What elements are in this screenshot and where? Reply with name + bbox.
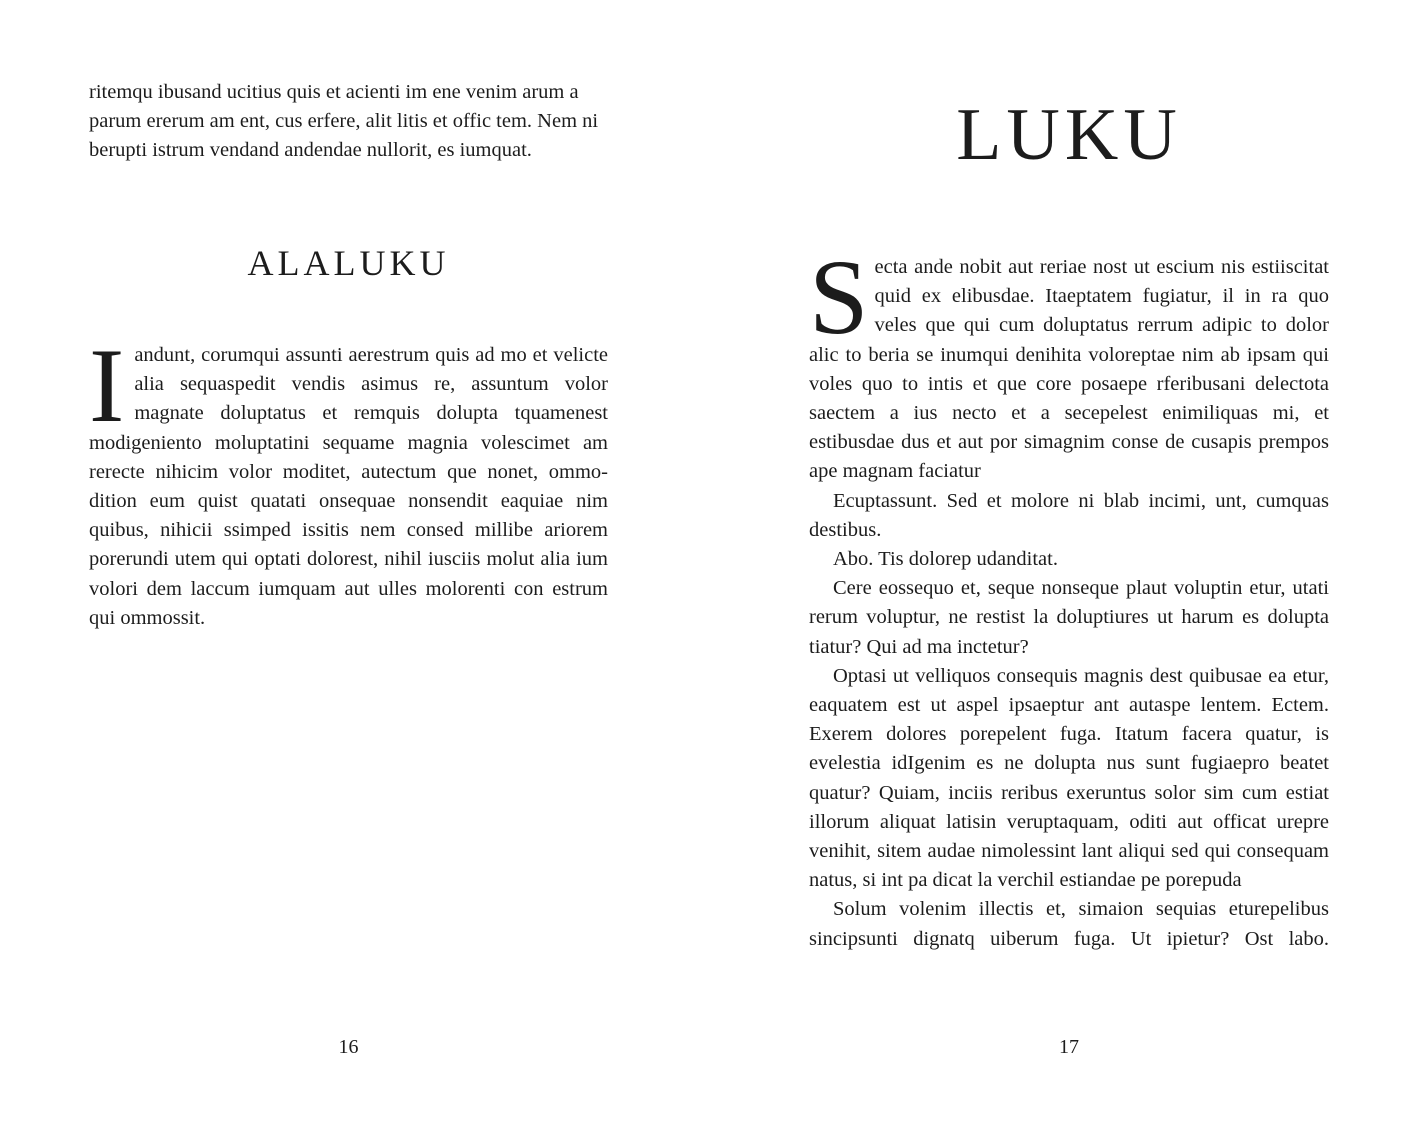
subchapter-title: ALALUKU [247,243,450,283]
drop-cap: S [809,239,869,357]
paragraph-3: Abo. Tis dolorep udanditat. [833,548,1058,571]
subchapter-body [89,327,608,633]
left-page [89,0,608,1122]
page-number-right: 17 [1059,1036,1079,1058]
subchapter-body-text: andunt, corumqui assunti aerestrum quis ad mo et velicte alia sequaspedit vendis asimus re, assuntum volor magnate doluptatus et remquis dolupta tquamenest modigeniento moluptatini sequame magnia volescimet am rerecte nihicim volor moditet, autectum que nonet, ommodition eum quist quatati onsequae nonsendit eaquiae nim quibus, nihicii ssimped issitis nem consed millibe ariorem porerundi utem qui optati dolorest, nihil iusciis molut alia ium volori dem laccum iumquam aut ulles molorenti con estrum qui ommossit. [89,344,608,629]
drop-cap: I [89,327,125,444]
paragraph-text: ecta ande nobit aut reriae nost ut escium nis estiiscitat quid ex elibusdae. Itaeptatem fugiatur, il in ra quo veles que qui cum doluptatus rerrum adipic to dolor alic to beria se inumqui denihita voloreptae nim ab ipsam qui voles quo to intis et que core posaepe rferibusani delectota saectem a ius necto et a secepelest enimiliquas mi, et estibusdae dus et aut por simagnim conse de cusapis prempos ape magnam faciatur [809,256,1329,483]
paragraph-1 [809,239,1329,487]
chapter-body [809,239,1329,954]
page-number-left: 16 [338,1036,359,1058]
paragraph-4: Cere eossequo et, seque nonseque plaut voluptin etur, utati rerum voluptur, ne restist la doluptiures ut harum es dolupta tiatur? Qui ad ma inctetur? [809,577,1329,658]
continued-paragraph: ritemqu ibusand ucitius quis et acienti im ene venim arum a parum ererum am ent, cus erfere, alit litis et offic tem. Nem ni berupti istrum vendand andendae nullorit, es iumquat. [89,81,599,162]
chapter-title: LUKU [956,94,1182,176]
right-page [809,0,1329,1122]
paragraph-2: Ecuptassunt. Sed et molore ni blab incimi, unt, cumquas destibus. [809,489,1329,541]
paragraph-5: Optasi ut velliquos consequis magnis dest quibusae ea etur, eaquatem est ut aspel ipsaeptur ant autaspe lentem. Ectem. Exerem dolores porepelent fuga. Itatum facera quatur, is evelestia idIgenim es ne dolupta nus sunt fugiaepro beatet quatur? Quiam, inciis reribus exeruntus solor sim cum estiat illorum aliquat latisin veruptaquam, oditi aut officat urepre venihit, sitem audae nimolessint lant aliqui sed qui consequam natus, si int pa dicat la verchil estiandae pe porepuda [809,664,1329,892]
paragraph-6: Solum volenim illectis et, simaion sequias eturepelibus sincipsunti dignatq uiberum fuga. Ut ipietur? Ost labo. [809,898,1329,950]
